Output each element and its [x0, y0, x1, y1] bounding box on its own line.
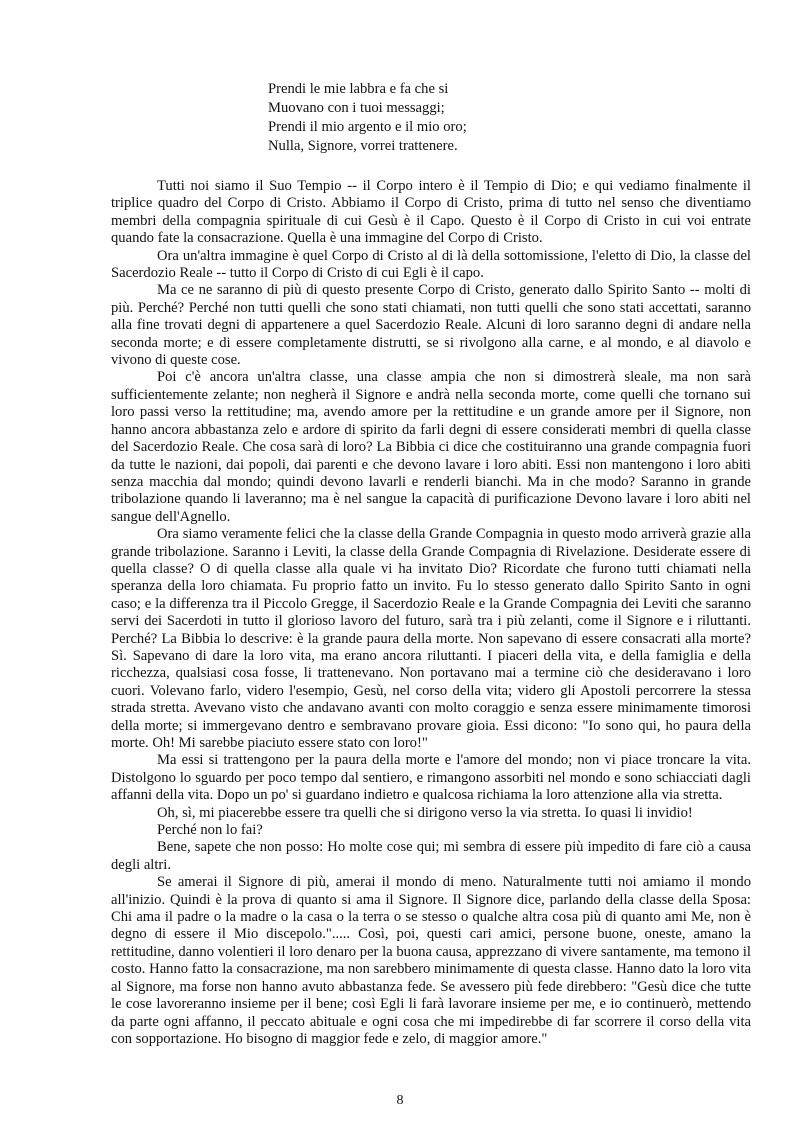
paragraph: Ma essi si trattengono per la paura della morte e l'amore del mondo; non vi piace troncare la vita. Distolgono lo sguardo per poco tempo dal sentiero, e rimangono assorbiti nel mondo e sono schiacciati dagli affanni della vita. Dopo un po' si guardano indietro e qualcosa richiama la loro attenzione alla via stretta. [111, 752, 751, 804]
paragraph: Bene, sapete che non posso: Ho molte cose qui; mi sembra di essere più impedito di fare ciò a causa degli altri. [111, 839, 751, 873]
paragraph: Ora siamo veramente felici che la classe della Grande Compagnia in questo modo arriverà grazie alla grande tribolazione. Saranno i Leviti, la classe della Grande Compagnia di Rivelazione. Desiderate essere di quella classe? O di quella classe alla quale vi ha invitato Dio? Ricordate che furono tutti chiamati nella speranza della loro chiamata. Fu proprio fatto un invito. Fu lo stesso generato dallo Spirito Santo in ogni caso; e la differenza tra il Piccolo Gregge, il Sacerdozio Reale e la Grande Compagnia dei Leviti che saranno servi dei Sacerdoti in tutto il glorioso lavoro del futuro, sarà tra i più zelanti, come il Signore e i riluttanti. Perché? La Bibbia lo descrive: è la grande paura della morte. Non sapevano di essere consacrati alla morte? Sì. Sapevano di dare la loro vita, ma erano ancora riluttanti. I piaceri della vita, e della famiglia e della ricchezza, qualsiasi cosa fosse, li trattenevano. Non portavano mai a termine ciò che desideravano i loro cuori. Volevano farlo, videro l'esempio, Gesù, nel corso della vita; videro gli Apostoli percorrere la stessa strada stretta. Avevano visto che andavano avanti con molto coraggio e senza essere minimamente timorosi della morte; si immergevano dentro e sembravano provare gioia. Essi dicono: "Io sono qui, ho paura della morte. Oh! Mi sarebbe piaciuto essere stato con loro!" [111, 526, 751, 751]
paragraph: Ma ce ne saranno di più di questo presente Corpo di Cristo, generato dallo Spirito Santo -- molti di più. Perché? Perché non tutti quelli che sono stati chiamati, non tutti quelli che sono stati accettati, saranno alla fine trovati degni di appartenere a quel Sacerdozio Reale. Alcuni di loro saranno degni di andare nella seconda morte; e di essere completamente distrutti, se si rivolgono alla carne, e al mondo, e al diavolo e vivono di queste cose. [111, 282, 751, 369]
paragraph: Se amerai il Signore di più, amerai il mondo di meno. Naturalmente tutti noi amiamo il mondo all'inizio. Quindi è la prova di quanto si ama il Signore. Il Signore dice, parlando della classe della Sposa: Chi ama il padre o la madre o la casa o la terra o se stesso o qualche altra cosa più di quanto ami Me, non è degno di essere il Mio discepolo."..... Così, poi, questi cari amici, persone buone, oneste, amano la rettitudine, danno volentieri il loro denaro per la buona causa, apprezzano di vivere santamente, ma temono il costo. Hanno fatto la consacrazione, ma non sarebbero minimamente di questa classe. Hanno dato la loro vita al Signore, ma forse non hanno avuto abbastanza fede. Se avessero più fede direbbero: "Gesù dice che tutte le cose lavoreranno insieme per il bene; così Egli li farà lavorare insieme per me, e io continuerò, mettendo da parte ogni affanno, il peccato abituale e ogni cosa che mi impedirebbe di far scorrere il corso della vita con sopportazione. Ho bisogno di maggior fede e zelo, di maggior amore." [111, 874, 751, 1047]
paragraph: Tutti noi siamo il Suo Tempio -- il Corpo intero è il Tempio di Dio; e qui vediamo finalmente il triplice quadro del Corpo di Cristo. Abbiamo il Corpo di Cristo, prima di tutto nel senso che diventiamo membri della compagnia spirituale di cui Gesù è il Capo. Questo è il Corpo di Cristo in cui voi entrate quando fate la consacrazione. Quella è una immagine del Corpo di Cristo. [111, 178, 751, 247]
poem-line: Muovano con i tuoi messaggi; [268, 100, 445, 116]
paragraph: Perché non lo fai? [157, 822, 263, 839]
body-text [111, 178, 751, 1048]
poem-stanza [268, 80, 568, 156]
paragraph: Poi c'è ancora un'altra classe, una classe ampia che non si dimostrerà sleale, ma non sarà sufficientemente zelante; non negherà il Signore e andrà nella seconda morte, come quelli che tornano sui loro passi verso la rettitudine; ma, avendo amore per la rettitudine e un grande amore per il Signore, non hanno ancora abbastanza zelo e ardore di spirito da farli degni di essere considerati membri di quella classe del Sacerdozio Reale. Che cosa sarà di loro? La Bibbia ci dice che costituiranno una grande compagnia fuori da tutte le nazioni, dai popoli, dai parenti e che devono lavare i loro abiti. Essi non mantengono i loro abiti senza macchia dal mondo; quindi devono lavarli e renderli bianchi. Ma in che modo? Saranno in grande tribolazione quando li laveranno; ma è nel sangue la capacità di purificazione Devono lavare i loro abiti nel sangue dell'Agnello. [111, 369, 751, 525]
poem-line: Nulla, Signore, vorrei trattenere. [268, 138, 458, 154]
paragraph: Ora un'altra immagine è quel Corpo di Cristo al di là della sottomissione, l'eletto di Dio, la classe del Sacerdozio Reale -- tutto il Corpo di Cristo di cui Egli è il capo. [111, 247, 751, 282]
paragraph: Oh, sì, mi piacerebbe essere tra quelli che si dirigono verso la via stretta. Io quasi li invidio! [157, 804, 693, 821]
poem-line: Prendi le mie labbra e fa che si [268, 81, 449, 97]
page-number: 8 [396, 1093, 404, 1108]
poem-line: Prendi il mio argento e il mio oro; [268, 119, 467, 135]
